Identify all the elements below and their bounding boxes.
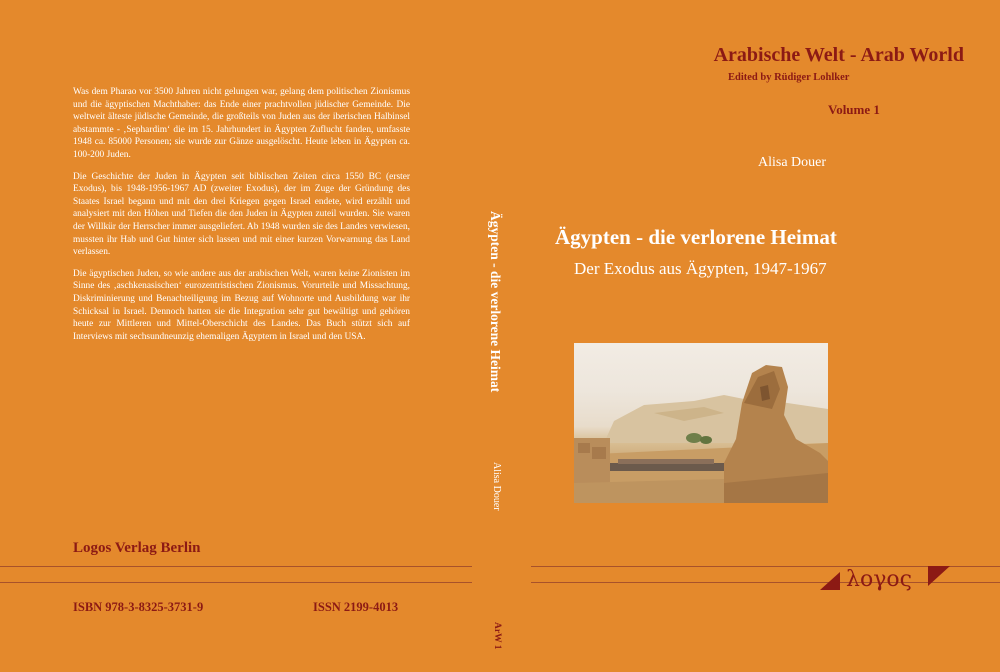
series-editor: Edited by Rüdiger Lohlker [728, 72, 850, 83]
isbn-label: ISBN 978-3-8325-3731-9 [73, 600, 204, 614]
back-divider-bottom [0, 582, 472, 583]
spine-series [484, 622, 504, 662]
blurb-paragraph-1: Was dem Pharao vor 3500 Jahren nicht gelungen war, gelang dem politischen Zionismus und die ägyptischen Machthaber: das Ende einer prachtvollen jüdischer Gemeinde. Die weltweit älteste jüdische Gemeinde, die großteils von Juden aus der iberischen Halbinsel abstammte - ‚Sephardim‘ die im 15. Jahrhundert in Ägypten Zuflucht fanden, umfasste 1948 ca. 85000 Personen; sie wurde zur Gänze ausgelöscht. Heute leben in Ägypten ca. 100-200 Juden. [73, 87, 410, 160]
author-name: Alisa Douer [758, 155, 827, 170]
series-title: Arabische Welt - Arab World [713, 44, 964, 66]
back-divider-top [0, 566, 472, 567]
spine-title [485, 211, 505, 393]
volume-label: Volume 1 [828, 102, 880, 117]
back-cover-blurb [73, 86, 410, 352]
spine-series-text: ArW 1 [492, 622, 502, 650]
sphinx-photo [574, 343, 828, 503]
spine-author-text: Alisa Douer [491, 462, 502, 511]
issn-label: ISSN 2199-4013 [313, 600, 399, 614]
spine-title-text: Ägypten - die verlorene Heimat [488, 211, 503, 393]
blurb-paragraph-3: Die ägyptischen Juden, so wie andere aus der arabischen Welt, waren keine Zionisten im Sinne des ‚aschkenasischen‘ eurozentristischen Zionismus. Vorurteile und Missachtung, Diskriminierung und Benachteiligung im Bezug auf Wohnorte und Ausbildung war ihr Schicksal in Israel. Dennoch hatten sie die Integration sehr gut bewältigt und gehören heute zur Mittleren und Mittel-Oberschicht des Landes. Das Buch stützt sich auf Interviews mit sechsundneunzig ehemaligen Ägyptern in Israel und den USA. [73, 268, 410, 342]
publisher-name: Logos Verlag Berlin [73, 540, 201, 556]
logo-text: λογος [846, 567, 912, 592]
blurb-paragraph-2: Die Geschichte der Juden in Ägypten seit biblischen Zeiten circa 1550 BC (erster Exodus), bis 1948-1956-1967 AD (zweiter Exodus), der im Zuge der Gründung des Staates Israel begann und mit den drei Kriegen gegen Israel endete, wird erzählt und analysiert mit den Höhen und Tiefen die den Juden in Ägypten zuteil wurden. Sie waren der Willkür der Herrscher immer ausgeliefert. Ab 1948 wurden sie des Landes verwiesen, mussten ihr Hab und Gut hinter sich lassen und mit einer kurzen Vorwarnung das Land verlassen. [73, 171, 410, 258]
book-title: Ägypten - die verlorene Heimat [555, 225, 837, 249]
sphinx-photo-illustration [574, 343, 828, 503]
logos-logo [818, 560, 953, 594]
spine-author [484, 462, 504, 522]
book-subtitle: Der Exodus aus Ägypten, 1947-1967 [574, 259, 827, 278]
